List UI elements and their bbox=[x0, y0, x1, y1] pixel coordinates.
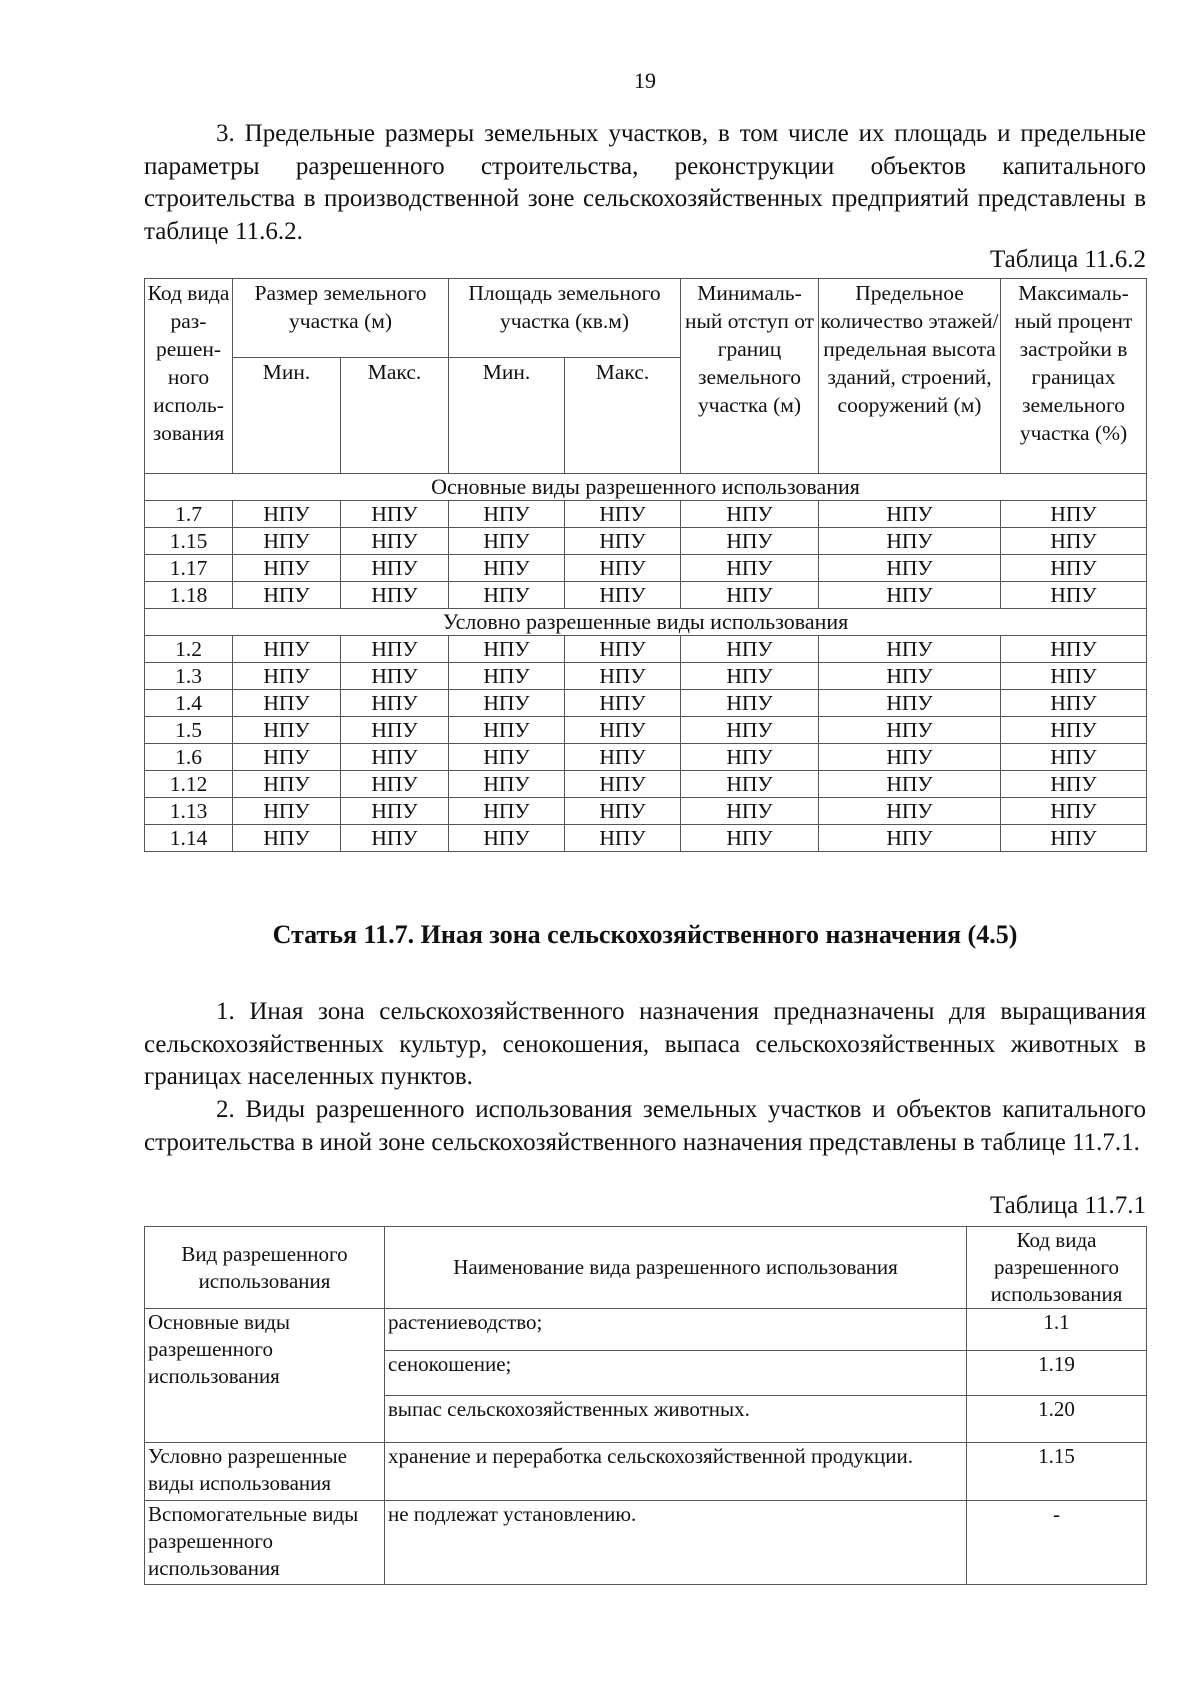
paragraph-2: 2. Виды разрешенного использования земельных участков и объектов капитального строительства в иной зоне сельскохозяйственного назначения представлены в таблице 11.7.1. bbox=[144, 1096, 1146, 1156]
row-value: НПУ bbox=[449, 690, 565, 717]
row-value: НПУ bbox=[1001, 555, 1147, 582]
auxiliary-name: не подлежат установлению. bbox=[385, 1501, 967, 1585]
row-value: НПУ bbox=[341, 717, 449, 744]
row-value: НПУ bbox=[819, 501, 1001, 528]
row-value: НПУ bbox=[681, 582, 819, 609]
main-item-name: выпас сельскохозяйственных животных. bbox=[385, 1396, 967, 1443]
row-code: 1.15 bbox=[145, 528, 233, 555]
row-code: 1.14 bbox=[145, 825, 233, 852]
row-value: НПУ bbox=[1001, 825, 1147, 852]
table-row bbox=[145, 636, 1147, 663]
header-code: Код вида раз-решен-ного исполь-зования bbox=[145, 279, 233, 474]
row-value: НПУ bbox=[1001, 744, 1147, 771]
row-code: 1.7 bbox=[145, 501, 233, 528]
table-row bbox=[145, 690, 1147, 717]
row-value: НПУ bbox=[341, 771, 449, 798]
conditional-code: 1.15 bbox=[967, 1443, 1147, 1501]
row-value: НПУ bbox=[565, 717, 681, 744]
row-code: 1.4 bbox=[145, 690, 233, 717]
header-name: Наименование вида разрешенного использования bbox=[385, 1227, 967, 1309]
row-value: НПУ bbox=[1001, 636, 1147, 663]
row-value: НПУ bbox=[565, 798, 681, 825]
row-value: НПУ bbox=[341, 690, 449, 717]
row-value: НПУ bbox=[565, 501, 681, 528]
header-code: Код вида разрешенного использования bbox=[967, 1227, 1147, 1309]
row-code: 1.3 bbox=[145, 663, 233, 690]
table-row bbox=[145, 825, 1147, 852]
row-value: НПУ bbox=[1001, 717, 1147, 744]
row-value: НПУ bbox=[449, 825, 565, 852]
row-value: НПУ bbox=[233, 501, 341, 528]
row-value: НПУ bbox=[819, 690, 1001, 717]
row-value: НПУ bbox=[449, 582, 565, 609]
row-value: НПУ bbox=[449, 636, 565, 663]
row-code: 1.6 bbox=[145, 744, 233, 771]
row-code: 1.17 bbox=[145, 555, 233, 582]
row-value: НПУ bbox=[681, 501, 819, 528]
row-value: НПУ bbox=[565, 744, 681, 771]
row-value: НПУ bbox=[565, 636, 681, 663]
row-code: 1.2 bbox=[145, 636, 233, 663]
row-value: НПУ bbox=[565, 771, 681, 798]
table-caption-11-6-2: Таблица 11.6.2 bbox=[990, 246, 1146, 273]
table-row bbox=[145, 717, 1147, 744]
row-code: 1.13 bbox=[145, 798, 233, 825]
row-value: НПУ bbox=[341, 528, 449, 555]
row-value: НПУ bbox=[681, 825, 819, 852]
main-item-name: растениеводство; bbox=[385, 1309, 967, 1351]
row-value: НПУ bbox=[341, 825, 449, 852]
row-value: НПУ bbox=[233, 771, 341, 798]
header-area: Площадь земельного участка (кв.м) bbox=[449, 279, 681, 358]
row-value: НПУ bbox=[233, 528, 341, 555]
section-conditional: Условно разрешенные виды использования bbox=[145, 609, 1147, 636]
row-value: НПУ bbox=[449, 528, 565, 555]
table-row bbox=[145, 501, 1147, 528]
page-number: 19 bbox=[634, 68, 656, 93]
row-value: НПУ bbox=[1001, 771, 1147, 798]
row-value: НПУ bbox=[565, 582, 681, 609]
row-value: НПУ bbox=[681, 690, 819, 717]
row-value: НПУ bbox=[449, 501, 565, 528]
header-area-max: Макс. bbox=[565, 358, 681, 474]
row-value: НПУ bbox=[681, 636, 819, 663]
table-row bbox=[145, 528, 1147, 555]
row-value: НПУ bbox=[681, 555, 819, 582]
row-value: НПУ bbox=[449, 663, 565, 690]
row-value: НПУ bbox=[449, 555, 565, 582]
row-value: НПУ bbox=[565, 555, 681, 582]
row-value: НПУ bbox=[341, 744, 449, 771]
row-value: НПУ bbox=[341, 501, 449, 528]
main-item-name: сенокошение; bbox=[385, 1351, 967, 1396]
main-item-code: 1.1 bbox=[967, 1309, 1147, 1351]
row-value: НПУ bbox=[449, 771, 565, 798]
row-value: НПУ bbox=[819, 825, 1001, 852]
row-value: НПУ bbox=[233, 744, 341, 771]
row-value: НПУ bbox=[565, 663, 681, 690]
table-row bbox=[145, 663, 1147, 690]
row-value: НПУ bbox=[819, 555, 1001, 582]
row-value: НПУ bbox=[233, 582, 341, 609]
row-value: НПУ bbox=[565, 690, 681, 717]
row-value: НПУ bbox=[233, 717, 341, 744]
row-value: НПУ bbox=[681, 798, 819, 825]
row-value: НПУ bbox=[565, 825, 681, 852]
row-value: НПУ bbox=[681, 528, 819, 555]
table-row bbox=[145, 555, 1147, 582]
row-value: НПУ bbox=[233, 798, 341, 825]
row-code: 1.12 bbox=[145, 771, 233, 798]
header-setback: Минималь-ный отступ от границ земельного участка (м) bbox=[681, 279, 819, 474]
auxiliary-code: - bbox=[967, 1501, 1147, 1585]
main-item-code: 1.19 bbox=[967, 1351, 1147, 1396]
row-value: НПУ bbox=[233, 825, 341, 852]
header-size-max: Макс. bbox=[341, 358, 449, 474]
row-value: НПУ bbox=[819, 636, 1001, 663]
main-rows bbox=[145, 501, 1147, 609]
row-value: НПУ bbox=[681, 717, 819, 744]
row-value: НПУ bbox=[1001, 582, 1147, 609]
conditional-rows bbox=[145, 636, 1147, 852]
row-value: НПУ bbox=[681, 744, 819, 771]
row-value: НПУ bbox=[819, 582, 1001, 609]
header-area-min: Мин. bbox=[449, 358, 565, 474]
header-coverage: Максималь-ный процент застройки в границах земельного участка (%) bbox=[1001, 279, 1147, 474]
table-11-6-2 bbox=[144, 278, 1147, 852]
row-value: НПУ bbox=[681, 663, 819, 690]
header-type: Вид разрешенного использования bbox=[145, 1227, 385, 1309]
article-title: Статья 11.7. Иная зона сельскохозяйственного назначения (4.5) bbox=[272, 920, 1018, 949]
row-value: НПУ bbox=[449, 744, 565, 771]
conditional-label: Условно разрешенные виды использования bbox=[145, 1443, 385, 1501]
row-value: НПУ bbox=[1001, 798, 1147, 825]
header-floors: Предельное количество этажей/ предельная высота зданий, строений, сооружений (м) bbox=[819, 279, 1001, 474]
row-value: НПУ bbox=[565, 528, 681, 555]
row-value: НПУ bbox=[1001, 501, 1147, 528]
row-value: НПУ bbox=[449, 798, 565, 825]
row-value: НПУ bbox=[819, 663, 1001, 690]
row-value: НПУ bbox=[819, 798, 1001, 825]
row-value: НПУ bbox=[1001, 663, 1147, 690]
row-value: НПУ bbox=[819, 528, 1001, 555]
row-value: НПУ bbox=[819, 717, 1001, 744]
conditional-name: хранение и переработка сельскохозяйственной продукции. bbox=[385, 1443, 967, 1501]
row-value: НПУ bbox=[341, 582, 449, 609]
row-value: НПУ bbox=[233, 663, 341, 690]
paragraph-3: 3. Предельные размеры земельных участков, в том числе их площадь и предельные параметры разрешенного строительства, реконструкции объектов капитального строительства в производственной зоне сельскохозяйственных предприятий представлены в таблице 11.6.2. bbox=[144, 120, 1146, 245]
row-value: НПУ bbox=[681, 771, 819, 798]
row-value: НПУ bbox=[341, 636, 449, 663]
header-size-min: Мин. bbox=[233, 358, 341, 474]
row-value: НПУ bbox=[341, 663, 449, 690]
section-main: Основные виды разрешенного использования bbox=[145, 474, 1147, 501]
table-row bbox=[145, 771, 1147, 798]
row-value: НПУ bbox=[341, 555, 449, 582]
table-11-7-1 bbox=[144, 1226, 1147, 1585]
table-caption-11-7-1: Таблица 11.7.1 bbox=[990, 1192, 1146, 1219]
row-code: 1.18 bbox=[145, 582, 233, 609]
table-row bbox=[145, 798, 1147, 825]
row-value: НПУ bbox=[1001, 528, 1147, 555]
row-value: НПУ bbox=[449, 717, 565, 744]
table-row bbox=[145, 744, 1147, 771]
row-value: НПУ bbox=[819, 771, 1001, 798]
row-value: НПУ bbox=[233, 555, 341, 582]
main-item-code: 1.20 bbox=[967, 1396, 1147, 1443]
row-value: НПУ bbox=[819, 744, 1001, 771]
auxiliary-label: Вспомогательные виды разрешенного использования bbox=[145, 1501, 385, 1585]
main-label: Основные виды разрешенного использования bbox=[145, 1309, 385, 1443]
paragraph-1: 1. Иная зона сельскохозяйственного назначения предназначены для выращивания сельскохозяйственных культур, сенокошения, выпаса сельскохозяйственных животных в границах населенных пунктов. bbox=[144, 998, 1146, 1090]
row-value: НПУ bbox=[1001, 690, 1147, 717]
row-value: НПУ bbox=[233, 690, 341, 717]
row-value: НПУ bbox=[341, 798, 449, 825]
row-code: 1.5 bbox=[145, 717, 233, 744]
row-value: НПУ bbox=[233, 636, 341, 663]
header-size: Размер земельного участка (м) bbox=[233, 279, 449, 358]
table-row bbox=[145, 582, 1147, 609]
